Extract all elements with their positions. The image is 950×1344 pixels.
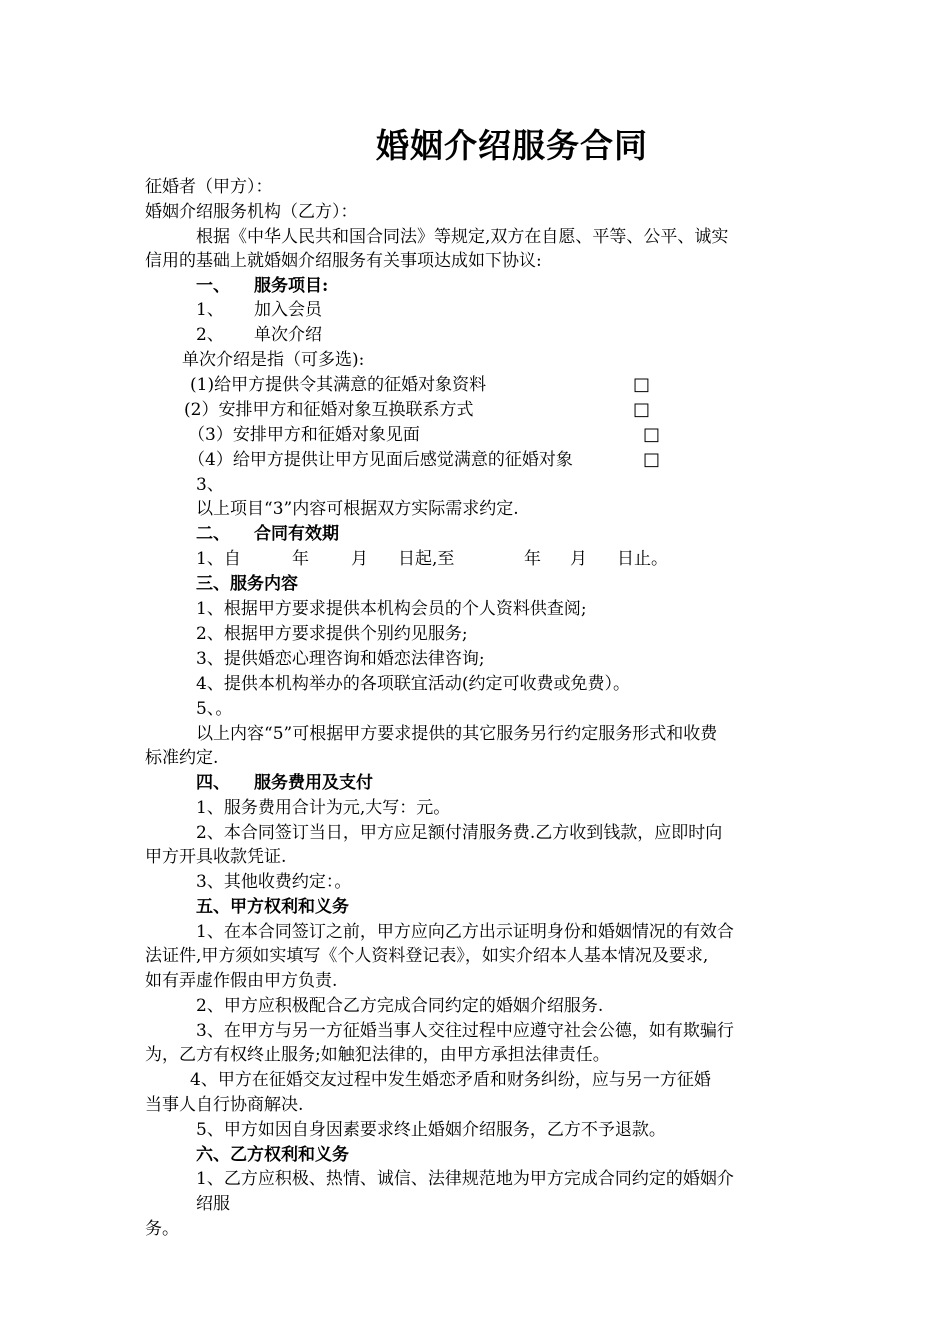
single-intro-definition: 单次介绍是指（可多选): bbox=[182, 350, 365, 370]
content-item-3: 3、提供婚恋心理咨询和婚恋法律咨询; bbox=[196, 649, 485, 669]
content-item-1: 1、根据甲方要求提供本机构会员的个人资料供查阅; bbox=[196, 599, 587, 619]
validity-end-month: 月 bbox=[570, 549, 587, 569]
section-2-title: 合同有效期 bbox=[254, 524, 339, 544]
preamble-line-2: 信用的基础上就婚姻介绍服务有关事项达成如下协议: bbox=[145, 251, 542, 271]
section-1-number: 一、 bbox=[196, 276, 230, 296]
service-item-2 bbox=[196, 323, 322, 347]
option-2-label: (2）安排甲方和征婚对象互换联系方式 bbox=[184, 400, 474, 420]
option-2-checkbox[interactable]: □ bbox=[633, 399, 651, 420]
section-4-heading bbox=[196, 771, 373, 795]
section-1-heading bbox=[196, 274, 329, 298]
content-item-2: 2、根据甲方要求提供个别约见服务; bbox=[196, 624, 468, 644]
service-item-3: 3、 bbox=[196, 475, 224, 495]
party-a-duty-4-line-2: 当事人自行协商解决. bbox=[145, 1095, 304, 1115]
content-item-5: 5、。 bbox=[196, 699, 233, 719]
option-3-label: （3）安排甲方和征婚对象见面 bbox=[188, 425, 420, 445]
service-item-1 bbox=[196, 298, 322, 322]
party-a-label: 征婚者（甲方）： bbox=[145, 177, 273, 197]
party-a-duty-1-line-3: 如有弄虚作假由甲方负责. bbox=[145, 971, 338, 991]
party-a-duty-1-line-2: 法证件,甲方须如实填写《个人资料登记表》，如实介绍本人基本情况及要求, bbox=[145, 946, 709, 966]
fee-item-2-line-1: 2、本合同签订当日，甲方应足额付清服务费.乙方收到钱款，应即时向 bbox=[196, 823, 723, 843]
validity-from-label: 1、自 bbox=[196, 549, 241, 569]
validity-start-year: 年 bbox=[292, 549, 309, 569]
party-a-duty-1-line-1: 1、在本合同签订之前，甲方应向乙方出示证明身份和婚姻情况的有效合 bbox=[196, 922, 734, 942]
party-a-duty-2: 2、甲方应积极配合乙方完成合同约定的婚姻介绍服务. bbox=[196, 996, 604, 1016]
section-5-heading: 五、甲方权利和义务 bbox=[196, 897, 349, 917]
section-6-heading: 六、乙方权利和义务 bbox=[196, 1145, 349, 1165]
party-b-duty-1-line-1: 1、乙方应积极、热情、诚信、法律规范地为甲方完成合同约定的婚姻介 bbox=[196, 1169, 734, 1189]
fee-item-3: 3、其他收费约定：。 bbox=[196, 872, 352, 892]
service-item-1-text: 加入会员 bbox=[254, 300, 322, 320]
section-4-title: 服务费用及支付 bbox=[254, 773, 373, 793]
option-4-checkbox[interactable]: □ bbox=[643, 449, 661, 470]
party-b-label: 婚姻介绍服务机构（乙方）： bbox=[145, 202, 358, 222]
section-4-number: 四、 bbox=[196, 773, 230, 793]
section-3-heading: 三、服务内容 bbox=[196, 574, 298, 594]
document-title: 婚姻介绍服务合同 bbox=[376, 126, 648, 165]
party-b-duty-1-line-3: 务。 bbox=[145, 1219, 179, 1239]
section-2-number: 二、 bbox=[196, 524, 230, 544]
option-3-checkbox[interactable]: □ bbox=[643, 424, 661, 445]
party-a-duty-4-line-1: 4、甲方在征婚交友过程中发生婚恋矛盾和财务纠纷，应与另一方征婚 bbox=[190, 1070, 711, 1090]
fee-item-2-line-2: 甲方开具收款凭证. bbox=[145, 847, 287, 867]
service-item-1-number: 1、 bbox=[196, 300, 224, 320]
preamble-line-1: 根据《中华人民共和国合同法》等规定,双方在自愿、平等、公平、诚实 bbox=[196, 227, 729, 247]
option-1-label: (1)给甲方提供令其满意的征婚对象资料 bbox=[190, 375, 487, 395]
option-4-label: （4）给甲方提供让甲方见面后感觉满意的征婚对象 bbox=[188, 450, 573, 470]
service-item-3-note: 以上项目“3”内容可根据双方实际需求约定. bbox=[196, 499, 519, 519]
validity-end-day-label: 日止。 bbox=[617, 549, 668, 569]
validity-period bbox=[196, 547, 696, 571]
party-a-duty-3-line-2: 为，乙方有权终止服务;如触犯法律的，由甲方承担法律责任。 bbox=[145, 1045, 610, 1065]
service-item-2-text: 单次介绍 bbox=[254, 325, 322, 345]
content-note-line-1: 以上内容“5”可根据甲方要求提供的其它服务另行约定服务形式和收费 bbox=[196, 724, 718, 744]
fee-item-1: 1、服务费用合计为元,大写：元。 bbox=[196, 798, 451, 818]
party-b-duty-1-line-2: 绍服 bbox=[196, 1194, 230, 1214]
validity-start-month: 月 bbox=[351, 549, 368, 569]
section-2-heading bbox=[196, 522, 339, 546]
service-item-2-number: 2、 bbox=[196, 325, 224, 345]
content-item-4: 4、提供本机构举办的各项联宜活动(约定可收费或免费）。 bbox=[196, 674, 630, 694]
option-1-checkbox[interactable]: □ bbox=[633, 374, 651, 395]
validity-end-year: 年 bbox=[524, 549, 541, 569]
validity-start-day-label: 日起,至 bbox=[398, 549, 455, 569]
content-note-line-2: 标准约定. bbox=[145, 748, 219, 768]
party-a-duty-3-line-1: 3、在甲方与另一方征婚当事人交往过程中应遵守社会公德，如有欺骗行 bbox=[196, 1021, 734, 1041]
party-a-duty-5: 5、甲方如因自身因素要求终止婚姻介绍服务，乙方不予退款。 bbox=[196, 1120, 666, 1140]
section-1-title: 服务项目: bbox=[254, 276, 329, 296]
